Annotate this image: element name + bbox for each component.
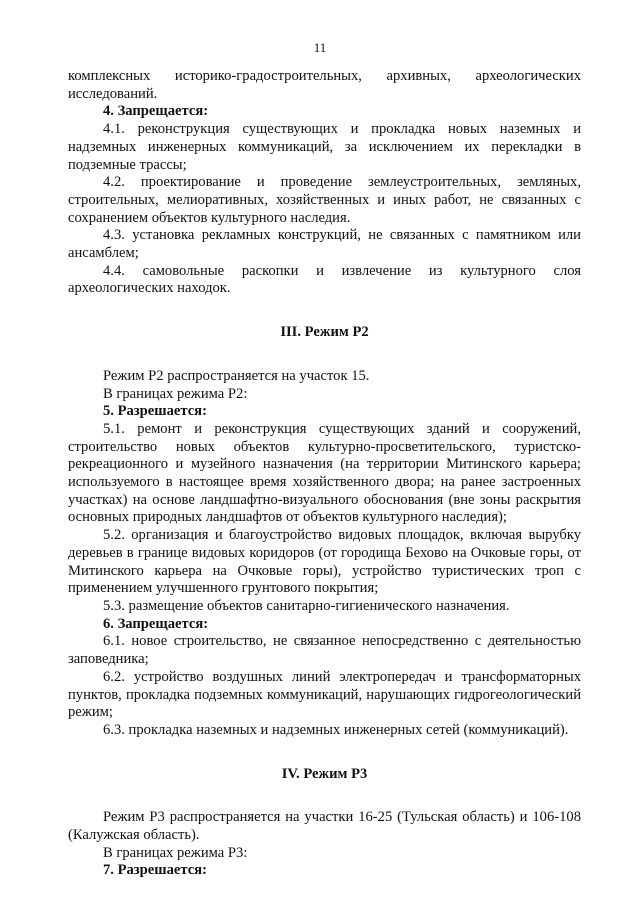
clause-6-2: 6.2. устройство воздушных линий электропередач и трансформаторных пунктов, прокладка подземных коммуникаций, нарушающих гидрогеологический режим; xyxy=(68,668,581,721)
clause-6-1: 6.1. новое строительство, не связанное непосредственно с деятельностью заповедника; xyxy=(68,633,581,668)
regime-r3-scope: Режим Р3 распространяется на участки 16-25 (Тульская область) и 106-108 (Калужская область). xyxy=(68,809,581,844)
clause-4-1: 4.1. реконструкция существующих и прокладка новых наземных и надземных инженерных коммуникаций, за исключением их перекладки в подземные трассы; xyxy=(68,121,581,173)
subheading-6: 6. Запрещается: xyxy=(103,615,209,632)
clause-4-2: 4.2. проектирование и проведение землеустроительных, земляных, строительных, мелиоративных, хозяйственных и иных работ, не связанных с сохранением объектов культурного наследия. xyxy=(68,174,581,226)
paragraph-continuation-end: исследований. xyxy=(68,85,158,102)
clause-5-3: 5.3. размещение объектов санитарно-гигиенического назначения. xyxy=(103,597,510,614)
section-heading-4: IV. Режим Р3 xyxy=(281,765,368,782)
regime-r3-intro: В границах режима Р3: xyxy=(103,844,248,861)
subheading-7: 7. Разрешается: xyxy=(103,862,207,879)
clause-5-2: 5.2. организация и благоустройство видовых площадок, включая вырубку деревьев в границе видовых коридоров (от городища Бехово на Очковые горы, от Митинского карьера на Очковые горы), устройство туристических троп с применением улучшенного грунтового покрытия; xyxy=(68,527,581,597)
clause-4-4: 4.4. самовольные раскопки и извлечение из культурного слоя археологических находок. xyxy=(68,262,581,297)
subheading-4: 4. Запрещается: xyxy=(103,103,209,120)
document-body xyxy=(68,68,581,880)
page-number: 11 xyxy=(313,40,327,55)
clause-4-3: 4.3. установка рекламных конструкций, не связанных с памятником или ансамблем; xyxy=(68,227,581,262)
subheading-5: 5. Разрешается: xyxy=(103,403,207,420)
clause-5-1: 5.1. ремонт и реконструкция существующих зданий и сооружений, строительство новых объектов культурно-просветительского, туристско-рекреационного и музейного назначения (на территории Митинского карьера; используемого в настоящее время хозяйственного двора; на ранее застроенных участках) на основе ландшафтно-визуального обоснования (вне зоны раскрытия основных природных ландшафтов от объектов культурного наследия); xyxy=(68,420,581,526)
paragraph-continuation: комплексных историко-градостроительных, архивных, археологических xyxy=(68,68,581,84)
clause-6-3: 6.3. прокладка наземных и надземных инженерных сетей (коммуникаций). xyxy=(103,721,569,738)
regime-r2-scope: Режим Р2 распространяется на участок 15. xyxy=(103,367,370,384)
section-heading-3: III. Режим Р2 xyxy=(280,324,369,341)
regime-r2-intro: В границах режима Р2: xyxy=(103,385,248,402)
